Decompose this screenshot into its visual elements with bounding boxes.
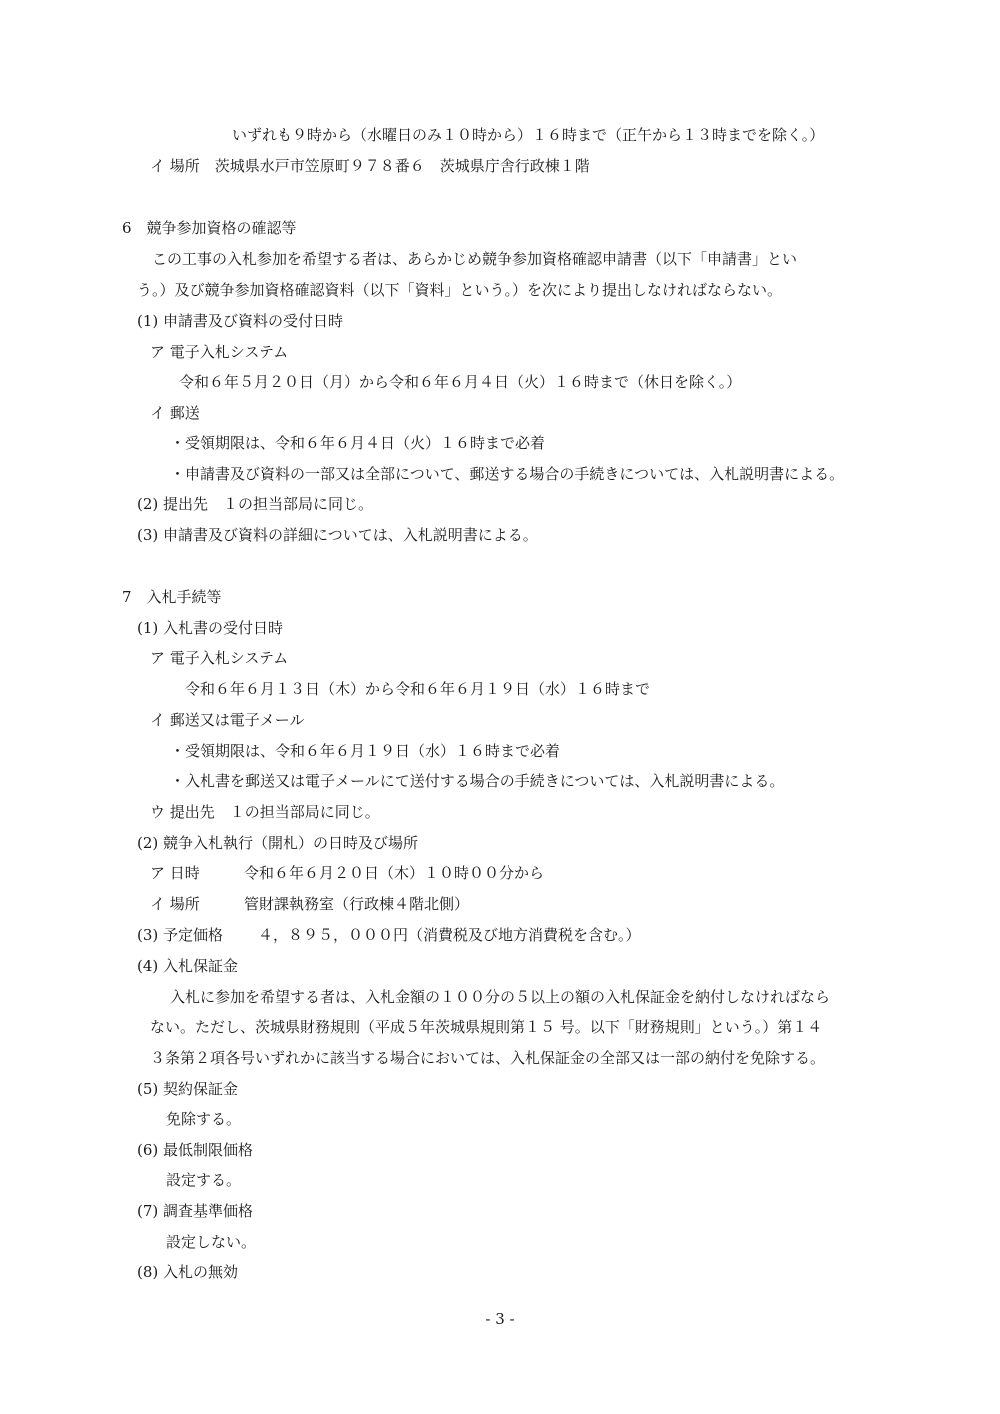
section7-item4-text-line2: ない。ただし、茨城県財務規則（平成５年茨城県規則第１５ 号。以下「財務規則」という。）第１４: [150, 1018, 823, 1036]
section6-intro-line2: う。）及び競争参加資格確認資料（以下「資料」という。）を次により提出しなければならない。: [137, 281, 783, 299]
section7-item1-a-title: ア 電子入札システム: [150, 649, 289, 667]
section7-item1-a-text: 令和６年６月１３日（木）から令和６年６月１９日（水）１６時まで: [185, 680, 651, 698]
section7-item1-u: ウ 提出先 １の担当部局に同じ。: [150, 803, 380, 821]
section7-item1-title: (1) 入札書の受付日時: [137, 619, 284, 637]
section6-item1-i-title: イ 郵送: [150, 404, 200, 422]
section7-item1-i-bullet2: ・入札書を郵送又は電子メールにて送付する場合の手続きについては、入札説明書による。: [170, 772, 785, 790]
section7-item6-title: (6) 最低制限価格: [137, 1141, 254, 1159]
section7-item5-title: (5) 契約保証金: [137, 1080, 239, 1098]
section7-item4-text-line3: ３条第２項各号いずれかに該当する場合においては、入札保証金の全部又は一部の納付を免除する。: [150, 1049, 826, 1067]
section7-item7-title: (7) 調査基準価格: [137, 1202, 254, 1220]
section6-item1-i-bullet1: ・受領期限は、令和６年６月４日（火）１６時まで必着: [170, 434, 546, 452]
section7-item1-i-bullet1: ・受領期限は、令和６年６月１９日（水）１６時まで必着: [170, 742, 561, 760]
section6-item2: (2) 提出先 １の担当部局に同じ。: [137, 495, 374, 513]
section5-place: イ 場所 茨城県水戸市笠原町９７８番６ 茨城県庁舎行政棟１階: [150, 157, 590, 175]
section6-intro-line1: この工事の入札参加を希望する者は、あらかじめ競争参加資格確認申請書（以下「申請書」とい: [152, 250, 798, 268]
section6-item3: (3) 申請書及び資料の詳細については、入札説明書による。: [137, 526, 538, 544]
section6-item1-a-text: 令和６年５月２０日（月）から令和６年６月４日（火）１６時まで（休日を除く。）: [179, 373, 742, 391]
section7-heading: 7 入札手続等: [122, 588, 222, 606]
section6-item1-a-title: ア 電子入札システム: [150, 343, 289, 361]
section7-item2-i-label: イ 場所: [150, 895, 200, 913]
section7-item6-text: 設定する。: [166, 1171, 242, 1189]
section7-item2-a-label: ア 日時: [150, 864, 200, 882]
section7-item7-text: 設定しない。: [166, 1233, 257, 1251]
section7-item8-title: (8) 入札の無効: [137, 1263, 239, 1281]
section7-item3-label: (3) 予定価格: [137, 926, 224, 944]
section7-item2-i-value: 管財課執務室（行政棟４階北側）: [244, 895, 470, 913]
section7-item2-title: (2) 競争入札執行（開札）の日時及び場所: [137, 834, 419, 852]
section7-item3-value: ４，８９５，０００円（消費税及び地方消費税を含む。）: [258, 926, 641, 944]
section7-item4-text-line1: 入札に参加を希望する者は、入札金額の１００分の５以上の額の入札保証金を納付しなければなら: [170, 988, 831, 1006]
section6-item1-i-bullet2: ・申請書及び資料の一部又は全部について、郵送する場合の手続きについては、入札説明書による。: [170, 465, 845, 483]
section5-hours: いずれも９時から（水曜日のみ１０時から）１６時まで（正午から１３時までを除く。）: [232, 126, 825, 144]
section6-heading: 6 競争参加資格の確認等: [122, 219, 297, 237]
section6-item1-title: (1) 申請書及び資料の受付日時: [137, 312, 344, 330]
section7-item5-text: 免除する。: [166, 1110, 242, 1128]
section7-item4-title: (4) 入札保証金: [137, 957, 239, 975]
page-number: - 3 -: [485, 1310, 515, 1328]
section7-item2-a-value: 令和６年６月２０日（木）１０時００分から: [244, 864, 545, 882]
section7-item1-i-title: イ 郵送又は電子メール: [150, 711, 305, 729]
